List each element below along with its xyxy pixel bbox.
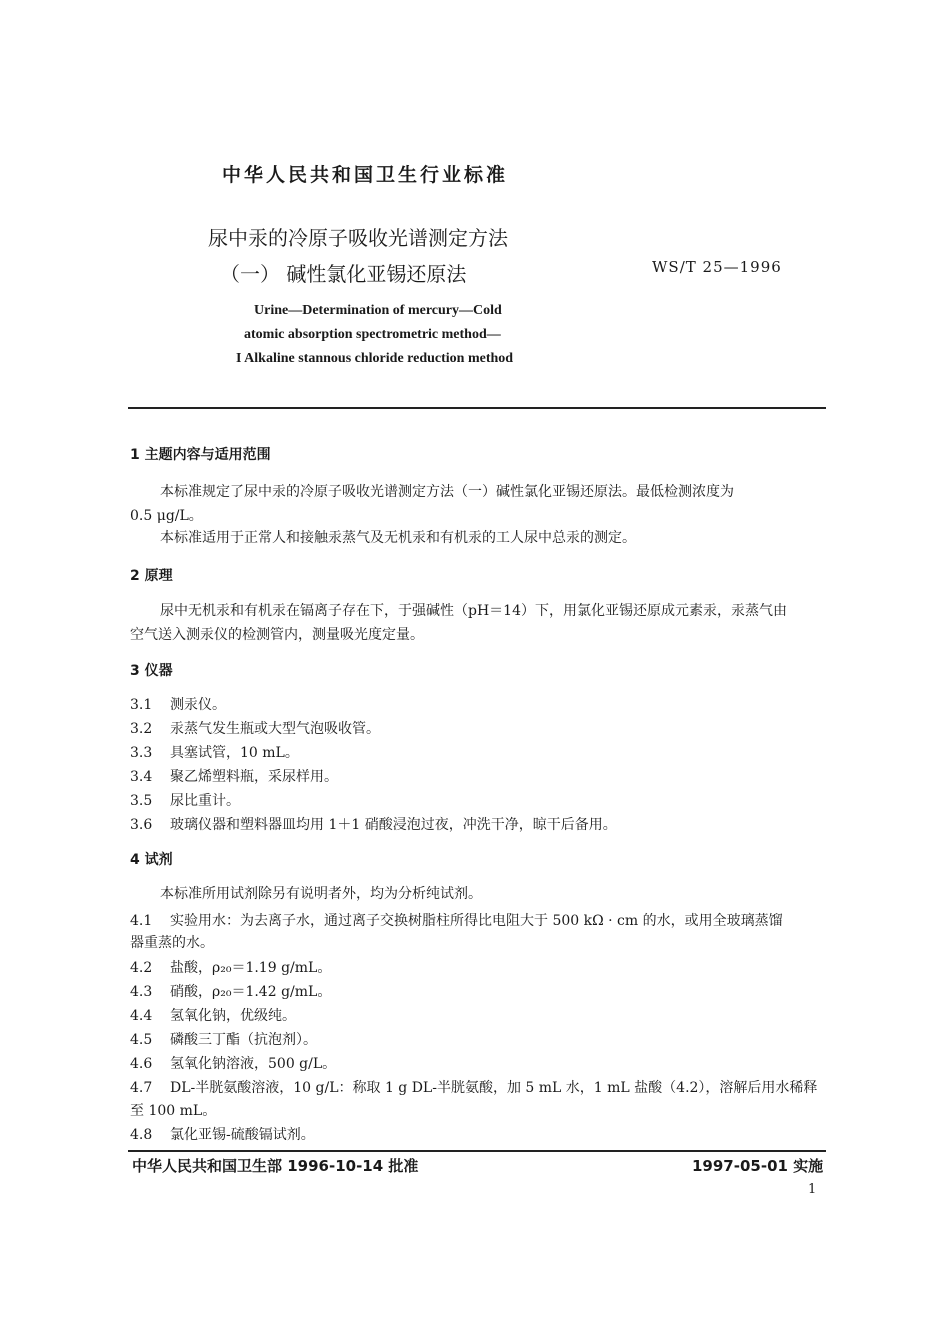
section-2-heading: 2 原理 <box>130 568 173 584</box>
list-item <box>130 1029 317 1051</box>
item-text: 磷酸三丁酯（抗泡剂）。 <box>170 1032 317 1048</box>
list-item <box>130 766 338 788</box>
section-4-intro: 本标准所用试剂除另有说明者外，均为分析纯试剂。 <box>160 886 482 902</box>
item-text: 具塞试管，10 mL。 <box>170 745 299 761</box>
item-text: 氢氧化钠，优级纯。 <box>170 1008 296 1024</box>
list-item <box>130 910 783 932</box>
item-text: 氯化亚锡-硫酸镉试剂。 <box>170 1127 315 1143</box>
effective-date: 1997-05-01 实施 <box>692 1157 824 1175</box>
item-number: 4.4 <box>130 1008 153 1024</box>
item-text: DL-半胱氨酸溶液，10 g/L：称取 1 g DL-半胱氨酸，加 5 mL 水，1 mL 盐酸（4.2），溶解后用水稀释 <box>170 1080 818 1096</box>
standard-number: WS/T 25—1996 <box>652 258 782 276</box>
list-item-cont: 至 100 mL。 <box>130 1103 217 1119</box>
list-item <box>130 981 331 1003</box>
section-1-heading: 1 主题内容与适用范围 <box>130 447 271 463</box>
list-item <box>130 790 240 812</box>
footer-rule <box>128 1150 826 1152</box>
list-item <box>130 742 299 764</box>
section-1-para2: 本标准适用于正常人和接触汞蒸气及无机汞和有机汞的工人尿中总汞的测定。 <box>160 530 636 546</box>
list-item <box>130 957 331 979</box>
title-cn-line2: （一） 碱性氯化亚锡还原法 <box>220 262 467 286</box>
header-rule <box>128 407 826 409</box>
list-item <box>130 1124 315 1146</box>
item-text: 测汞仪。 <box>170 697 226 713</box>
item-text: 尿比重计。 <box>170 793 240 809</box>
section-1-para1: 本标准规定了尿中汞的冷原子吸收光谱测定方法（一）碱性氯化亚锡还原法。最低检测浓度为 <box>160 484 734 500</box>
title-en-line2: atomic absorption spectrometric method— <box>244 327 501 342</box>
list-item <box>130 1053 336 1075</box>
item-number: 4.1 <box>130 913 153 929</box>
list-item <box>130 1077 817 1099</box>
item-number: 4.2 <box>130 960 153 976</box>
section-2-para1-cont: 空气送入测汞仪的检测管内，测量吸光度定量。 <box>130 627 424 643</box>
item-text: 聚乙烯塑料瓶，采尿样用。 <box>170 769 338 785</box>
title-cn-line1: 尿中汞的冷原子吸收光谱测定方法 <box>208 226 508 250</box>
list-item-cont: 器重蒸的水。 <box>130 935 214 951</box>
item-text: 盐酸，ρ₂₀＝1.19 g/mL。 <box>170 960 332 976</box>
section-3-heading: 3 仪器 <box>130 663 173 679</box>
header-title: 中华人民共和国卫生行业标准 <box>222 164 509 186</box>
item-text: 硝酸，ρ₂₀＝1.42 g/mL。 <box>170 984 332 1000</box>
title-en-line3: I Alkaline stannous chloride reduction method <box>236 351 514 366</box>
list-item <box>130 694 226 716</box>
list-item <box>130 718 380 740</box>
title-en-line1: Urine—Determination of mercury—Cold <box>254 303 502 318</box>
item-text: 汞蒸气发生瓶或大型气泡吸收管。 <box>170 721 380 737</box>
item-number: 3.5 <box>130 793 153 809</box>
item-number: 3.2 <box>130 721 153 737</box>
item-number: 3.6 <box>130 817 153 833</box>
item-number: 4.5 <box>130 1032 153 1048</box>
approval-date: 中华人民共和国卫生部 1996-10-14 批准 <box>132 1157 419 1175</box>
page-number: 1 <box>808 1182 817 1197</box>
item-number: 4.7 <box>130 1080 153 1096</box>
item-number: 3.1 <box>130 697 153 713</box>
item-number: 4.6 <box>130 1056 153 1072</box>
section-4-heading: 4 试剂 <box>130 852 173 868</box>
item-number: 4.8 <box>130 1127 153 1143</box>
item-number: 3.3 <box>130 745 153 761</box>
list-item <box>130 814 617 836</box>
list-item <box>130 1005 296 1027</box>
item-text: 实验用水：为去离子水，通过离子交换树脂柱所得比电阻大于 500 kΩ · cm 的水，或用全玻璃蒸馏 <box>170 913 783 929</box>
section-2-para1: 尿中无机汞和有机汞在镉离子存在下，于强碱性（pH＝14）下，用氯化亚锡还原成元素汞，汞蒸气由 <box>160 603 787 619</box>
item-number: 3.4 <box>130 769 153 785</box>
item-number: 4.3 <box>130 984 153 1000</box>
section-1-para1-cont: 0.5 μg/L。 <box>130 508 203 524</box>
item-text: 玻璃仪器和塑料器皿均用 1＋1 硝酸浸泡过夜，冲洗干净，晾干后备用。 <box>170 817 617 833</box>
item-text: 氢氧化钠溶液，500 g/L。 <box>170 1056 337 1072</box>
